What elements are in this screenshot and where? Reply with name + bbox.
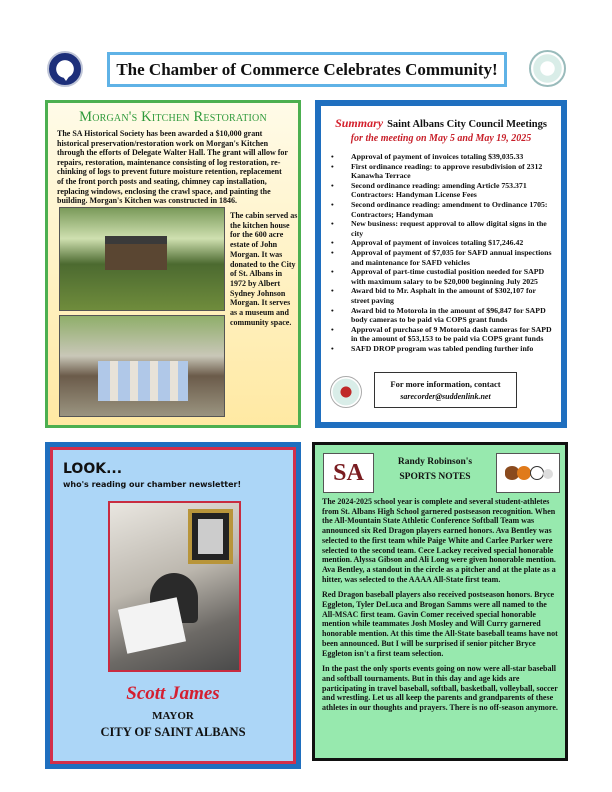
city-seal-logo — [529, 50, 566, 87]
sports-paragraph: The 2024-2025 school year is complete and several student-athletes from St. Albans High School garnered postseason recognition. When the All-Mountain State Athletic Conference Softball Team was announced six Red Dragon players earned honors. Ava Bentley was selected to the first team while Paige White and Carlee Parker were selected to the second team. Cece Lackey received special honorable mention. Alyssa Gibson and Ali Long were given honorable mention. Ava Bentley, a standout in the circle as a pitcher and at the plate as a hitter, was selected to the AAAA All-State first team. — [322, 497, 556, 584]
sports-title: SPORTS NOTES — [399, 472, 471, 482]
look-heading: LOOK... — [63, 461, 123, 477]
mayor-photo — [108, 501, 241, 672]
list-item: • Approval of part-time custodial position needed for SAPD with maximum salary to be $20,000 beginning July 2025 — [329, 267, 553, 286]
cabin-caption: The cabin served as the kitchen house for the 600 acre estate of John Morgan. It was donated to the City of St. Albans in 1972 by Albert Sydney Johnson Morgan. It serves as a museum and community space. — [230, 211, 298, 327]
article-title: Morgan's Kitchen Restoration — [79, 109, 267, 125]
sa-school-logo: SA — [323, 453, 374, 493]
mayor-name: Scott James — [126, 683, 220, 704]
page-title: The Chamber of Commerce Celebrates Community! — [107, 52, 507, 87]
sports-paragraph: In the past the only sports events going on now were all-star baseball and softball tournaments. But in this day and age kids are participating in travel baseball, softball, basketball, volleyball, soccer and wrestling. Let us all keep the parents and grandparents of these athletes in our thoughts and prayers. There is no off-season anymore. — [322, 664, 558, 713]
list-item: • Approval of payment of invoices totaling $39,035.33 — [329, 152, 553, 162]
list-item: • Second ordinance reading: amending Article 753.371 Contractors: Handyman License Fees — [329, 181, 553, 200]
contact-email-link[interactable]: sarecorder@suddenlink.net — [400, 392, 491, 401]
mayor-feature — [45, 442, 301, 769]
list-item: • First ordinance reading: to approve resubdivision of 2312 Kanawha Terrace — [329, 162, 553, 181]
council-items — [329, 152, 553, 353]
list-item: • Approval of payment of $7,035 for SAFD annual inspections and maintenance for SAFD vehicles — [329, 248, 553, 267]
council-title: Saint Albans City Council Meetings — [387, 119, 547, 130]
look-subheading: who's reading our chamber newsletter! — [63, 480, 242, 489]
council-summary — [315, 100, 567, 428]
city-seal-logo — [330, 376, 362, 408]
contact-box — [374, 372, 517, 408]
list-item: • Award bid to Motorola in the amount of $96,847 for SAPD body cameras to be paid via COPS grant funds — [329, 306, 553, 325]
mayor-title: MAYOR — [152, 710, 194, 722]
council-heading — [321, 116, 561, 131]
list-item: • Approval of payment of invoices totaling $17,246.42 — [329, 238, 553, 248]
sports-heading — [375, 455, 495, 485]
article-paragraph: The SA Historical Society has been awarded a $10,000 grant historical preservation/restoration work on Morgan's Kitchen through the efforts of Delegate Walter Hall. The grant will allow for repairs, restoration, maintenance consisting of log restoration, re-chinking of logs to prevent future moisture retention, replacement of the front porch posts and seating, chimney cap installation, replacing windows, enclosing the crawl space, and painting the building. Morgan's Kitchen was constructed in 1846. — [57, 129, 288, 206]
list-item: • Second ordinance reading: amendment to Ordinance 1705: Contractors; Handyman — [329, 200, 553, 219]
sports-author: Randy Robinson's — [397, 457, 473, 467]
sports-paragraph: Red Dragon baseball players also received postseason honors. Bryce Eggleton, Tyler DeLuca and Brogan Samms were all named to the All-MSAC first team. Gavin Comer received special honorable mention while teammates Josh Mosley and Will Curry garnered honorable mention. At this time the All-State baseball teams have not been announced. But I will be surprised if senior pitcher Bryce Eggleton isn't a first team selection. — [322, 590, 558, 658]
list-item: • New business: request approval to allow digital signs in the city — [329, 219, 553, 238]
list-item: • SAFD DROP program was tabled pending further info — [329, 344, 553, 354]
sports-balls-icon — [496, 453, 560, 493]
sports-notes — [312, 442, 568, 761]
list-item: • Award bid to Mr. Asphalt in the amount of $302,107 for street paving — [329, 286, 553, 305]
council-subtitle: for the meeting on May 5 and May 19, 2025 — [350, 133, 532, 144]
morgans-kitchen-article — [45, 100, 301, 428]
cabin-photo — [59, 207, 225, 311]
contact-label: For more information, contact — [390, 379, 501, 389]
mayor-city: CITY OF SAINT ALBANS — [100, 725, 246, 739]
list-item: • Approval of purchase of 9 Motorola dash cameras for SAPD in the amount of $53,153 to be paid via COPS grant funds — [329, 325, 553, 344]
summary-label: Summary — [335, 116, 384, 130]
chamber-logo — [47, 51, 83, 87]
group-porch-photo — [59, 315, 225, 417]
